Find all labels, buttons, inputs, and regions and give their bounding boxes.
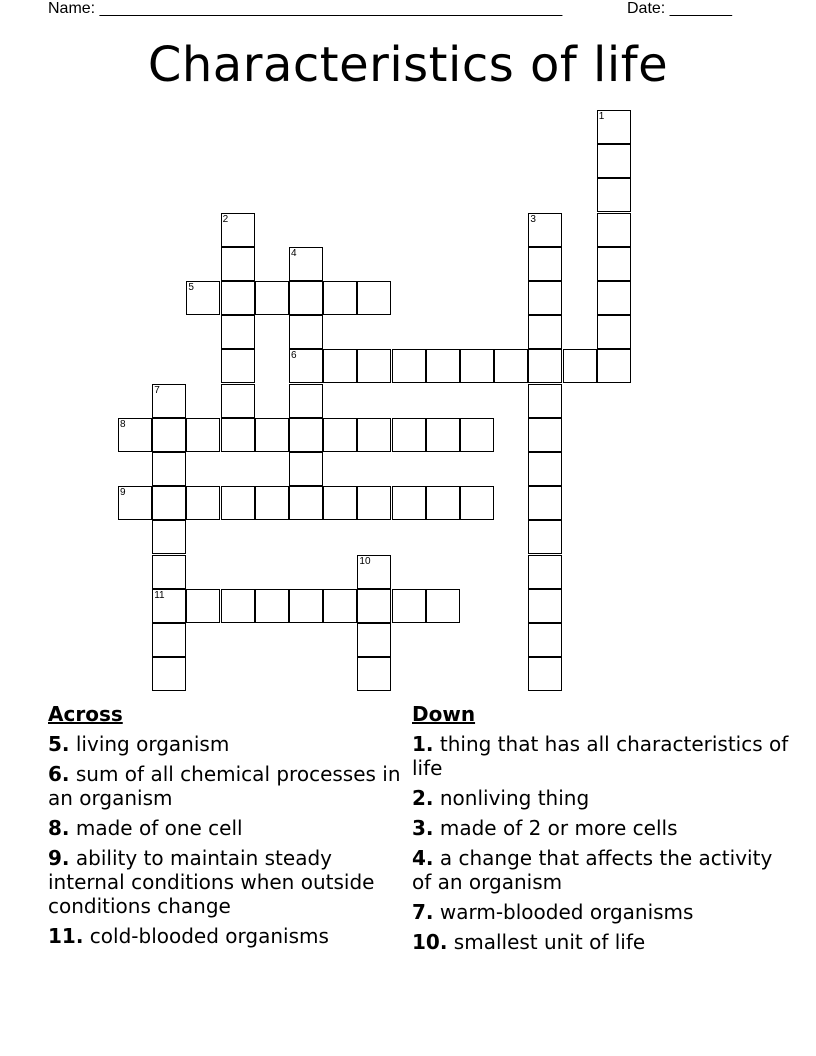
crossword-cell[interactable] [152, 623, 186, 657]
crossword-cell[interactable] [597, 349, 631, 383]
clue-text: made of one cell [69, 816, 243, 840]
crossword-cell[interactable] [528, 281, 562, 315]
crossword-cell[interactable] [528, 418, 562, 452]
crossword-cell[interactable] [392, 589, 426, 623]
crossword-cell[interactable] [426, 589, 460, 623]
crossword-cell[interactable] [255, 486, 289, 520]
crossword-cell[interactable] [528, 589, 562, 623]
crossword-cell[interactable] [289, 281, 323, 315]
clue-number: 3. [412, 816, 434, 840]
clue-number: 4. [412, 846, 434, 870]
crossword-cell[interactable] [357, 657, 391, 691]
clue-number: 6. [48, 762, 70, 786]
crossword-cell[interactable] [289, 247, 323, 281]
crossword-cell[interactable] [392, 418, 426, 452]
cell-number: 3 [530, 213, 536, 225]
crossword-cell[interactable] [152, 384, 186, 418]
crossword-cell[interactable] [597, 315, 631, 349]
crossword-cell[interactable] [289, 418, 323, 452]
clue-item [48, 816, 413, 840]
crossword-cell[interactable] [528, 349, 562, 383]
down-clues [412, 702, 792, 960]
crossword-cell[interactable] [392, 349, 426, 383]
clue-item [412, 900, 792, 924]
clue-number: 8. [48, 816, 70, 840]
clue-number: 7. [412, 900, 434, 924]
crossword-cell[interactable] [255, 589, 289, 623]
crossword-cell[interactable] [426, 486, 460, 520]
cell-number: 10 [359, 555, 371, 567]
crossword-cell[interactable] [357, 589, 391, 623]
crossword-cell[interactable] [528, 623, 562, 657]
crossword-cell[interactable] [357, 349, 391, 383]
crossword-cell[interactable] [186, 418, 220, 452]
crossword-cell[interactable] [186, 486, 220, 520]
clue-text: cold-blooded organisms [83, 924, 329, 948]
crossword-cell[interactable] [152, 486, 186, 520]
clue-text: living organism [69, 732, 230, 756]
clue-text: smallest unit of life [447, 930, 646, 954]
crossword-cell[interactable] [597, 213, 631, 247]
clue-item [412, 846, 792, 894]
across-clue-list [48, 732, 413, 948]
crossword-cell[interactable] [528, 384, 562, 418]
down-clue-list [412, 732, 792, 954]
crossword-cell[interactable] [323, 486, 357, 520]
crossword-cell[interactable] [357, 623, 391, 657]
crossword-cell[interactable] [528, 520, 562, 554]
clue-text: nonliving thing [433, 786, 590, 810]
clue-text: thing that has all characteristics of life [412, 732, 789, 780]
crossword-cell[interactable] [597, 281, 631, 315]
crossword-cell[interactable] [152, 452, 186, 486]
crossword-cell[interactable] [221, 315, 255, 349]
clue-text: warm-blooded organisms [433, 900, 694, 924]
crossword-cell[interactable] [460, 418, 494, 452]
crossword-cell[interactable] [528, 247, 562, 281]
clue-number: 1. [412, 732, 434, 756]
crossword-cell[interactable] [323, 281, 357, 315]
crossword-cell[interactable] [392, 486, 426, 520]
clue-item [48, 924, 413, 948]
crossword-cell[interactable] [357, 486, 391, 520]
cell-number: 7 [154, 384, 160, 396]
crossword-cell[interactable] [597, 144, 631, 178]
crossword-cell[interactable] [221, 589, 255, 623]
crossword-cell[interactable] [597, 178, 631, 212]
crossword-cell[interactable] [494, 349, 528, 383]
down-heading: Down [412, 702, 476, 726]
crossword-cell[interactable] [221, 349, 255, 383]
crossword-cell[interactable] [426, 418, 460, 452]
crossword-cell[interactable] [357, 281, 391, 315]
clue-number: 11. [48, 924, 84, 948]
cell-number: 1 [598, 111, 605, 122]
crossword-cell[interactable] [528, 486, 562, 520]
clue-item [48, 732, 413, 756]
crossword-cell[interactable] [289, 486, 323, 520]
cell-number: 8 [120, 418, 126, 430]
crossword-cell[interactable] [152, 418, 186, 452]
clue-text: sum of all chemical processes in an organism [48, 762, 401, 810]
crossword-cell[interactable] [528, 213, 562, 247]
crossword-cell[interactable] [221, 213, 255, 247]
across-clues [48, 702, 413, 954]
crossword-cell[interactable] [118, 486, 152, 520]
crossword-cell[interactable] [426, 349, 460, 383]
page-title: Characteristics of life [147, 37, 669, 93]
crossword-cell[interactable] [152, 657, 186, 691]
crossword-cell[interactable] [357, 555, 391, 589]
crossword-cell[interactable] [255, 281, 289, 315]
crossword-cell[interactable] [323, 589, 357, 623]
cell-number: 9 [120, 487, 126, 499]
crossword-cell[interactable] [152, 520, 186, 554]
clue-number: 9. [48, 846, 70, 870]
crossword-cell[interactable] [186, 589, 220, 623]
cell-number: 11 [154, 589, 165, 601]
clue-text: a change that affects the activity of an organism [412, 846, 773, 894]
crossword-cell[interactable] [528, 555, 562, 589]
crossword-cell[interactable] [323, 418, 357, 452]
crossword-cell[interactable] [221, 418, 255, 452]
crossword-cell[interactable] [528, 315, 562, 349]
date-field-label: Date: _______ [627, 0, 732, 17]
crossword-cell[interactable] [357, 418, 391, 452]
crossword-cell[interactable] [221, 281, 255, 315]
crossword-cell[interactable] [221, 247, 255, 281]
crossword-cell[interactable] [563, 349, 597, 383]
clue-item [412, 816, 792, 840]
crossword-cell[interactable] [255, 418, 289, 452]
crossword-cell[interactable] [289, 452, 323, 486]
crossword-cell[interactable] [597, 110, 631, 144]
clue-text: ability to maintain steady internal conditions when outside conditions change [48, 846, 375, 918]
clue-text: made of 2 or more cells [433, 816, 678, 840]
crossword-cell[interactable] [460, 349, 494, 383]
cell-number: 6 [291, 350, 297, 362]
crossword-cell[interactable] [221, 384, 255, 418]
crossword-cell[interactable] [152, 555, 186, 589]
crossword-cell[interactable] [528, 452, 562, 486]
name-field-label: Name: ____________________________________________________ [48, 0, 563, 17]
clue-item [48, 762, 413, 810]
cell-number: 5 [188, 282, 194, 293]
crossword-cell[interactable] [597, 247, 631, 281]
crossword-cell[interactable] [152, 589, 186, 623]
clue-item [412, 930, 792, 954]
cell-number: 2 [222, 213, 229, 225]
crossword-cell[interactable] [289, 349, 323, 383]
clue-item [412, 786, 792, 810]
clue-number: 10. [412, 930, 448, 954]
crossword-cell[interactable] [118, 418, 152, 452]
clue-number: 5. [48, 732, 70, 756]
cell-number: 4 [291, 247, 297, 259]
across-heading: Across [48, 702, 123, 726]
crossword-cell[interactable] [289, 589, 323, 623]
crossword-cell[interactable] [323, 349, 357, 383]
clue-item [412, 732, 792, 780]
crossword-cell[interactable] [186, 281, 220, 315]
crossword-cell[interactable] [221, 486, 255, 520]
crossword-cell[interactable] [528, 657, 562, 691]
crossword-cell[interactable] [460, 486, 494, 520]
clue-number: 2. [412, 786, 434, 810]
crossword-cell[interactable] [289, 384, 323, 418]
crossword-cell[interactable] [289, 315, 323, 349]
clue-item [48, 846, 413, 918]
